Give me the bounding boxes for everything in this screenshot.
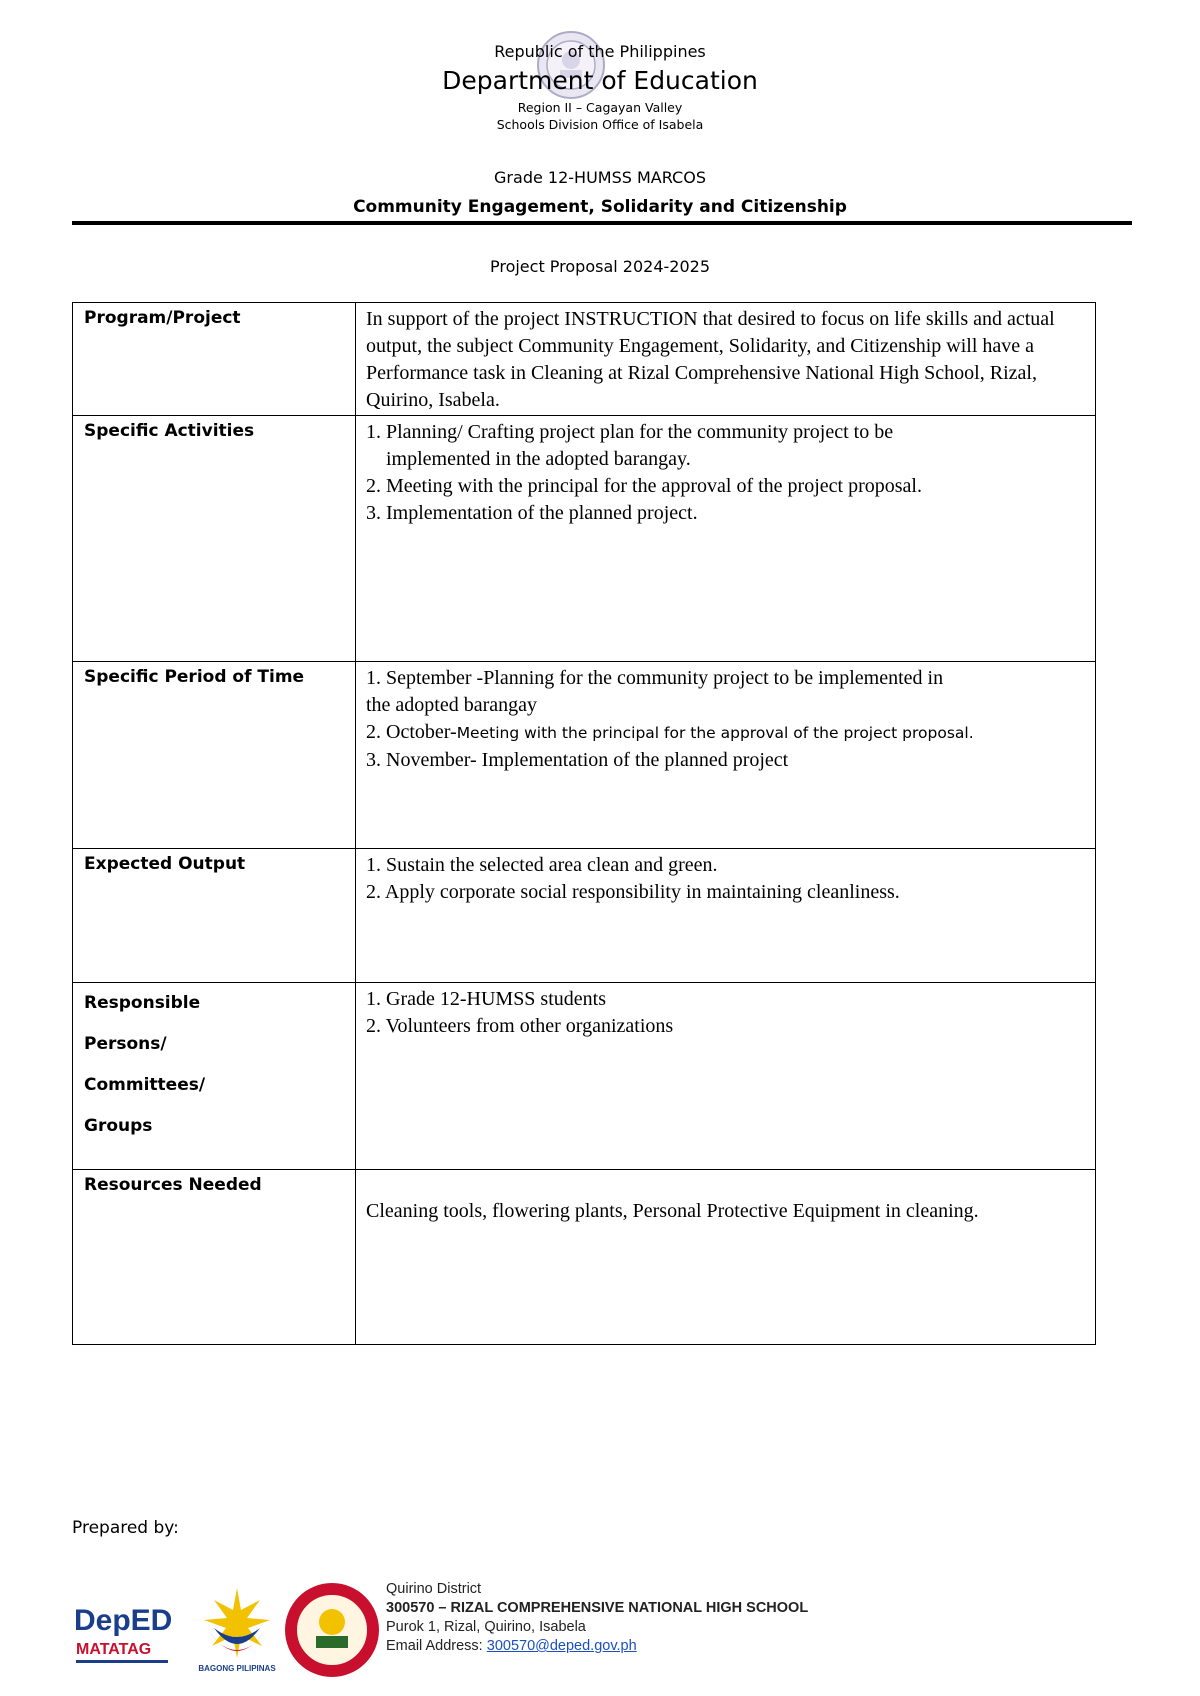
label-line: Groups — [84, 1116, 153, 1136]
district-text: Quirino District — [386, 1581, 482, 1597]
activity-item: 2. Meeting with the principal for the approval of the project proposal. — [366, 475, 922, 497]
school-info — [386, 1580, 808, 1656]
period-label: Specific Period of Time — [73, 662, 356, 849]
period-cell — [356, 662, 1096, 849]
period-item: 1. September -Planning for the community project to be implemented in — [366, 667, 944, 689]
footer — [72, 1580, 1132, 1680]
program-label: Program/Project — [73, 303, 356, 416]
table-row — [73, 1170, 1096, 1345]
matatag-logo-text: MATATAG — [76, 1641, 152, 1658]
output-item: 2. Apply corporate social responsibility in maintaining cleanliness. — [366, 881, 900, 903]
period-item — [366, 719, 1085, 747]
school-seal-icon — [282, 1580, 382, 1680]
activities-label: Specific Activities — [73, 416, 356, 662]
deped-matatag-logo-icon — [72, 1588, 172, 1670]
table-row — [73, 303, 1096, 416]
period-item: the adopted barangay — [366, 694, 538, 716]
table-row — [73, 849, 1096, 983]
email-label: Email Address: — [386, 1638, 487, 1654]
prepared-by-label: Prepared by: — [72, 1518, 179, 1538]
grade-section: Grade 12-HUMSS MARCOS — [494, 168, 706, 187]
period-month: 2. October- — [366, 721, 457, 743]
activity-item: 3. Implementation of the planned project. — [366, 502, 698, 524]
activity-item: implemented in the adopted barangay. — [386, 448, 691, 470]
activity-item: 1. Planning/ Crafting project plan for the community project to be — [366, 421, 894, 443]
label-line: Persons/ — [84, 1034, 167, 1054]
division-text: Schools Division Office of Isabela — [496, 117, 704, 132]
activities-cell — [356, 416, 1096, 662]
table-row — [73, 983, 1096, 1170]
responsible-item: 2. Volunteers from other organizations — [366, 1015, 674, 1037]
bp-logo-text: BAGONG PILIPINAS — [198, 1664, 276, 1673]
department-title: Department of Education — [442, 66, 758, 95]
proposal-table — [72, 302, 1096, 1345]
table-row — [73, 662, 1096, 849]
output-cell — [356, 849, 1096, 983]
proposal-title: Project Proposal 2024-2025 — [489, 257, 711, 276]
responsible-item: 1. Grade 12-HUMSS students — [366, 988, 606, 1010]
table-row — [73, 416, 1096, 662]
header-divider — [72, 221, 1132, 225]
program-text: In support of the project INSTRUCTION that desired to focus on life skills and actual output, the subject Community Engagement, Solidarity, and Citizenship will have a Performance task in Cleaning at Rizal Comprehensive National High School, Rizal, Quirino, Isabela. — [356, 303, 1096, 416]
school-address: Purok 1, Rizal, Quirino, Isabela — [386, 1619, 586, 1635]
email-link[interactable]: 300570@deped.gov.ph — [486, 1638, 637, 1654]
responsible-label — [73, 983, 356, 1170]
period-item: 3. November- Implementation of the planned project — [366, 749, 789, 771]
responsible-cell — [356, 983, 1096, 1170]
period-detail: Meeting with the principal for the approval of the project proposal. — [456, 724, 974, 742]
email-line — [386, 1637, 808, 1656]
output-label: Expected Output — [73, 849, 356, 983]
label-line: Committees/ — [84, 1075, 206, 1095]
bagong-pilipinas-logo-icon — [192, 1580, 282, 1675]
deped-logo-text: DepED — [74, 1604, 172, 1637]
label-line: Responsible — [84, 993, 201, 1013]
republic-text: Republic of the Philippines — [494, 42, 706, 61]
region-text: Region II – Cagayan Valley — [517, 100, 683, 115]
subject-title: Community Engagement, Solidarity and Citizenship — [353, 197, 847, 217]
resources-label: Resources Needed — [73, 1170, 356, 1345]
school-name: 300570 – RIZAL COMPREHENSIVE NATIONAL HIGH SCHOOL — [386, 1600, 809, 1616]
resources-text: Cleaning tools, flowering plants, Personal Protective Equipment in cleaning. — [356, 1170, 1096, 1345]
output-item: 1. Sustain the selected area clean and green. — [366, 854, 718, 876]
